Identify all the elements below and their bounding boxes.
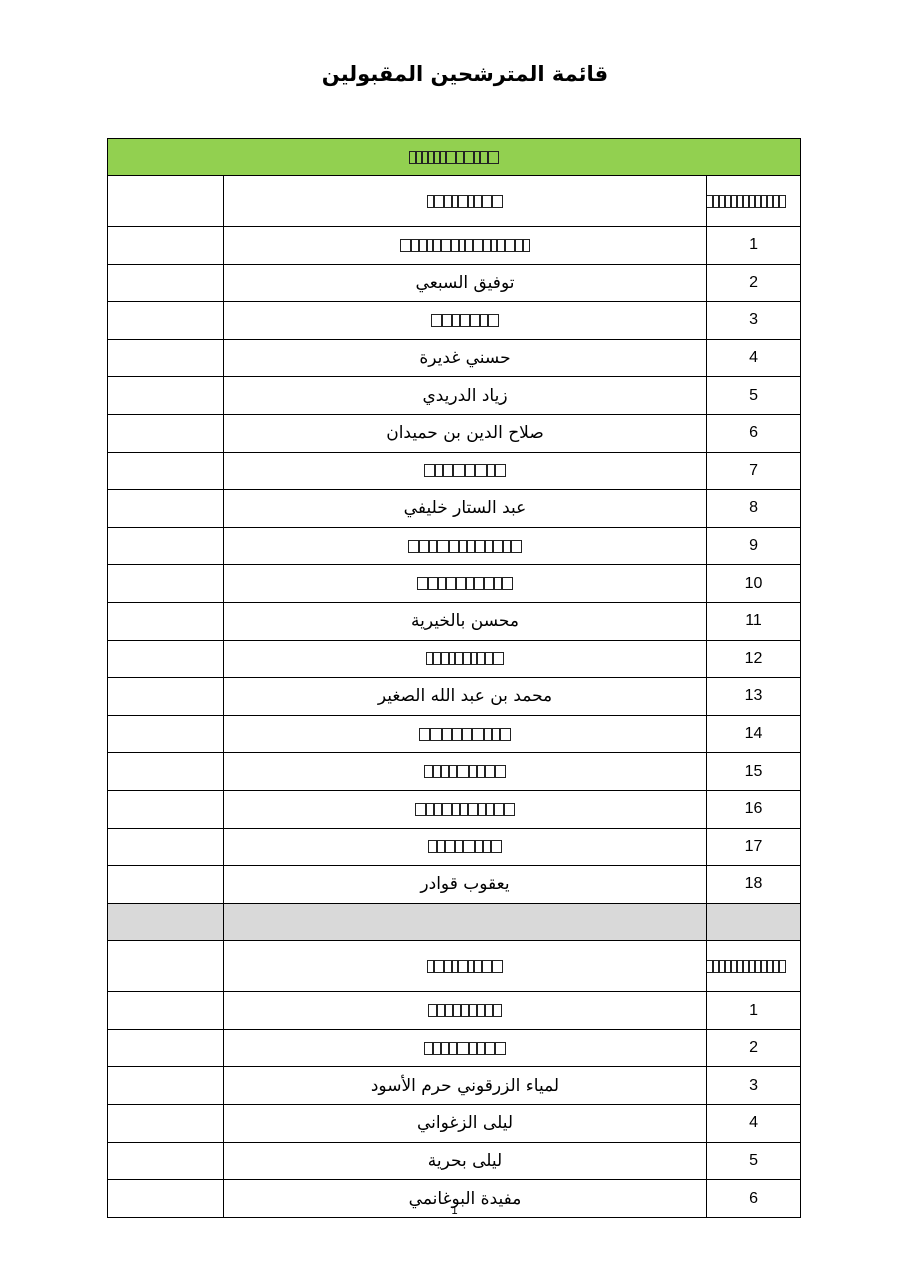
row-number-cell: [707, 753, 801, 791]
missing-glyph-box: [492, 652, 504, 665]
unrendered-text-glyphs: [429, 839, 501, 856]
unrendered-text-glyphs: [420, 726, 510, 743]
section-header-row: [108, 139, 801, 176]
missing-glyph-box: [491, 195, 503, 208]
row-number: 18: [744, 875, 763, 893]
unrendered-text-glyphs: [401, 237, 529, 254]
notes-cell: [108, 1067, 224, 1105]
candidate-name-cell: [224, 992, 707, 1030]
row-number: 16: [744, 800, 763, 818]
row-number-cell: [707, 227, 801, 265]
candidate-name-cell: [224, 1067, 707, 1105]
notes-cell: [108, 339, 224, 377]
notes-cell: [108, 377, 224, 415]
table-row: [108, 678, 801, 716]
row-number-cell: [707, 790, 801, 828]
table-row: [108, 527, 801, 565]
missing-glyph-box: [494, 464, 506, 477]
table-row: [108, 414, 801, 452]
section-header-cell: [108, 139, 801, 176]
separator-cell: [108, 903, 224, 941]
row-number-cell: [707, 302, 801, 340]
missing-glyph-box: [492, 1004, 502, 1017]
candidate-name-cell: [224, 753, 707, 791]
unrendered-text-glyphs: [707, 958, 785, 975]
row-number-cell: [707, 602, 801, 640]
row-number-cell: [707, 339, 801, 377]
unrendered-text-glyphs: [432, 312, 498, 329]
notes-cell: [108, 602, 224, 640]
notes-cell: [108, 1029, 224, 1067]
row-number: 6: [749, 424, 758, 442]
notes-cell: [108, 264, 224, 302]
candidate-name-cell: [224, 715, 707, 753]
row-number: 6: [749, 1189, 758, 1207]
table-row: [108, 1105, 801, 1143]
notes-cell: [108, 565, 224, 603]
notes-header-cell: [108, 941, 224, 992]
candidate-name-cell: [224, 377, 707, 415]
candidate-name-cell: [224, 414, 707, 452]
table-row: [108, 715, 801, 753]
candidates-table: [107, 138, 801, 1218]
row-number-cell: [707, 828, 801, 866]
row-number-cell: [707, 678, 801, 716]
unrendered-text-glyphs: [428, 958, 502, 975]
row-number-cell: [707, 490, 801, 528]
missing-glyph-box: [491, 960, 503, 973]
missing-glyph-box: [487, 151, 499, 164]
row-number-cell: [707, 452, 801, 490]
row-number-cell: [707, 640, 801, 678]
candidate-name-cell: [224, 640, 707, 678]
missing-glyph-box: [510, 540, 522, 553]
notes-cell: [108, 640, 224, 678]
table-row: [108, 866, 801, 904]
row-number: 13: [744, 687, 763, 705]
table-row: [108, 753, 801, 791]
notes-cell: [108, 527, 224, 565]
candidate-name: عبد الستار خليفي: [403, 498, 527, 519]
candidate-name-cell: [224, 866, 707, 904]
row-number: 10: [744, 574, 763, 592]
table-row: [108, 640, 801, 678]
candidate-name-cell: [224, 264, 707, 302]
unrendered-text-glyphs: [418, 576, 512, 593]
missing-glyph-box: [522, 239, 530, 252]
candidate-name-cell: [224, 339, 707, 377]
table-row: [108, 227, 801, 265]
table-row: [108, 565, 801, 603]
unrendered-text-glyphs: [428, 193, 502, 210]
row-number: 12: [744, 649, 763, 667]
missing-glyph-box: [494, 765, 506, 778]
candidate-name-cell: [224, 565, 707, 603]
separator-cell: [707, 903, 801, 941]
missing-glyph-box: [778, 195, 786, 208]
row-number-cell: [707, 1105, 801, 1143]
missing-glyph-box: [487, 314, 499, 327]
candidate-name: مفيدة البوغانمي: [408, 1188, 522, 1209]
unrendered-text-glyphs: [425, 764, 505, 781]
row-number: 15: [744, 762, 763, 780]
table-row: [108, 992, 801, 1030]
candidate-name: يعقوب قوادر: [420, 874, 510, 895]
section-separator-row: [108, 903, 801, 941]
row-number-cell: [707, 527, 801, 565]
candidate-name: حسني غديرة: [419, 348, 511, 369]
candidate-name: زياد الدريدي: [422, 385, 508, 406]
row-number: 9: [749, 537, 758, 555]
row-number-cell: [707, 1142, 801, 1180]
candidate-name-cell: [224, 1142, 707, 1180]
missing-glyph-box: [503, 803, 515, 816]
candidate-name: توفيق السبعي: [415, 272, 515, 293]
number-header-cell: [707, 176, 801, 227]
candidate-name-cell: [224, 490, 707, 528]
candidate-name-cell: [224, 602, 707, 640]
candidate-name-cell: [224, 1105, 707, 1143]
row-number: 2: [749, 273, 758, 291]
notes-cell: [108, 715, 224, 753]
page-number: 1: [451, 1205, 458, 1217]
row-number-cell: [707, 414, 801, 452]
table-row: [108, 1142, 801, 1180]
table-row: [108, 264, 801, 302]
row-number: 3: [749, 311, 758, 329]
unrendered-text-glyphs: [425, 1040, 505, 1057]
notes-cell: [108, 302, 224, 340]
candidate-name: محمد بن عبد الله الصغير: [377, 686, 553, 707]
page-title: قائمة المترشحين المقبولين: [321, 62, 609, 86]
notes-cell: [108, 1105, 224, 1143]
table-row: [108, 339, 801, 377]
row-number-cell: [707, 1067, 801, 1105]
missing-glyph-box: [499, 728, 511, 741]
row-number-cell: [707, 992, 801, 1030]
row-number: 14: [744, 725, 763, 743]
notes-cell: [108, 452, 224, 490]
row-number: 8: [749, 499, 758, 517]
candidate-name-cell: [224, 1029, 707, 1067]
row-number: 1: [749, 236, 758, 254]
notes-cell: [108, 753, 224, 791]
notes-cell: [108, 414, 224, 452]
table-row: [108, 828, 801, 866]
table-row: [108, 490, 801, 528]
unrendered-text-glyphs: [429, 1003, 501, 1020]
row-number-cell: [707, 565, 801, 603]
table-row: [108, 1067, 801, 1105]
column-header-row: [108, 941, 801, 992]
table-row: [108, 377, 801, 415]
candidate-name: صلاح الدين بن حميدان: [386, 423, 544, 444]
row-number: 5: [749, 1151, 758, 1169]
notes-cell: [108, 828, 224, 866]
unrendered-text-glyphs: [425, 463, 505, 480]
table-row: [108, 302, 801, 340]
row-number: 1: [749, 1001, 758, 1019]
table-row: [108, 602, 801, 640]
unrendered-text-glyphs: [416, 801, 514, 818]
notes-cell: [108, 790, 224, 828]
notes-cell: [108, 678, 224, 716]
notes-cell: [108, 490, 224, 528]
row-number: 5: [749, 386, 758, 404]
unrendered-text-glyphs: [409, 538, 521, 555]
unrendered-text-glyphs: [410, 149, 498, 166]
row-number: 3: [749, 1076, 758, 1094]
candidate-name-cell: [224, 452, 707, 490]
notes-cell: [108, 866, 224, 904]
unrendered-text-glyphs: [427, 651, 503, 668]
candidate-name-cell: [224, 227, 707, 265]
separator-cell: [224, 903, 707, 941]
row-number: 11: [745, 612, 762, 630]
notes-header-cell: [108, 176, 224, 227]
name-header-cell: [224, 941, 707, 992]
notes-cell: [108, 1142, 224, 1180]
candidate-name-cell: [224, 302, 707, 340]
column-header-row: [108, 176, 801, 227]
row-number-cell: [707, 715, 801, 753]
candidate-name-cell: [224, 527, 707, 565]
row-number: 7: [749, 461, 758, 479]
missing-glyph-box: [490, 840, 502, 853]
candidate-name-cell: [224, 678, 707, 716]
name-header-cell: [224, 176, 707, 227]
candidate-name-cell: [224, 828, 707, 866]
row-number-cell: [707, 264, 801, 302]
missing-glyph-box: [778, 960, 786, 973]
notes-cell: [108, 992, 224, 1030]
candidate-name: ليلى بحرية: [427, 1150, 503, 1171]
table-row: [108, 1029, 801, 1067]
row-number-cell: [707, 1029, 801, 1067]
missing-glyph-box: [501, 577, 513, 590]
candidate-name: ليلى الزغواني: [416, 1113, 514, 1134]
candidate-name-cell: [224, 790, 707, 828]
unrendered-text-glyphs: [707, 193, 785, 210]
number-header-cell: [707, 941, 801, 992]
row-number-cell: [707, 377, 801, 415]
candidate-name: لمياء الزرقوني حرم الأسود: [370, 1075, 560, 1096]
table-row: [108, 790, 801, 828]
notes-cell: [108, 227, 224, 265]
candidate-name: محسن بالخيرية: [410, 611, 519, 632]
missing-glyph-box: [494, 1042, 506, 1055]
row-number: 2: [749, 1039, 758, 1057]
row-number-cell: [707, 866, 801, 904]
row-number: 4: [749, 349, 758, 367]
table-row: [108, 452, 801, 490]
row-number: 17: [744, 837, 763, 855]
row-number: 4: [749, 1114, 758, 1132]
